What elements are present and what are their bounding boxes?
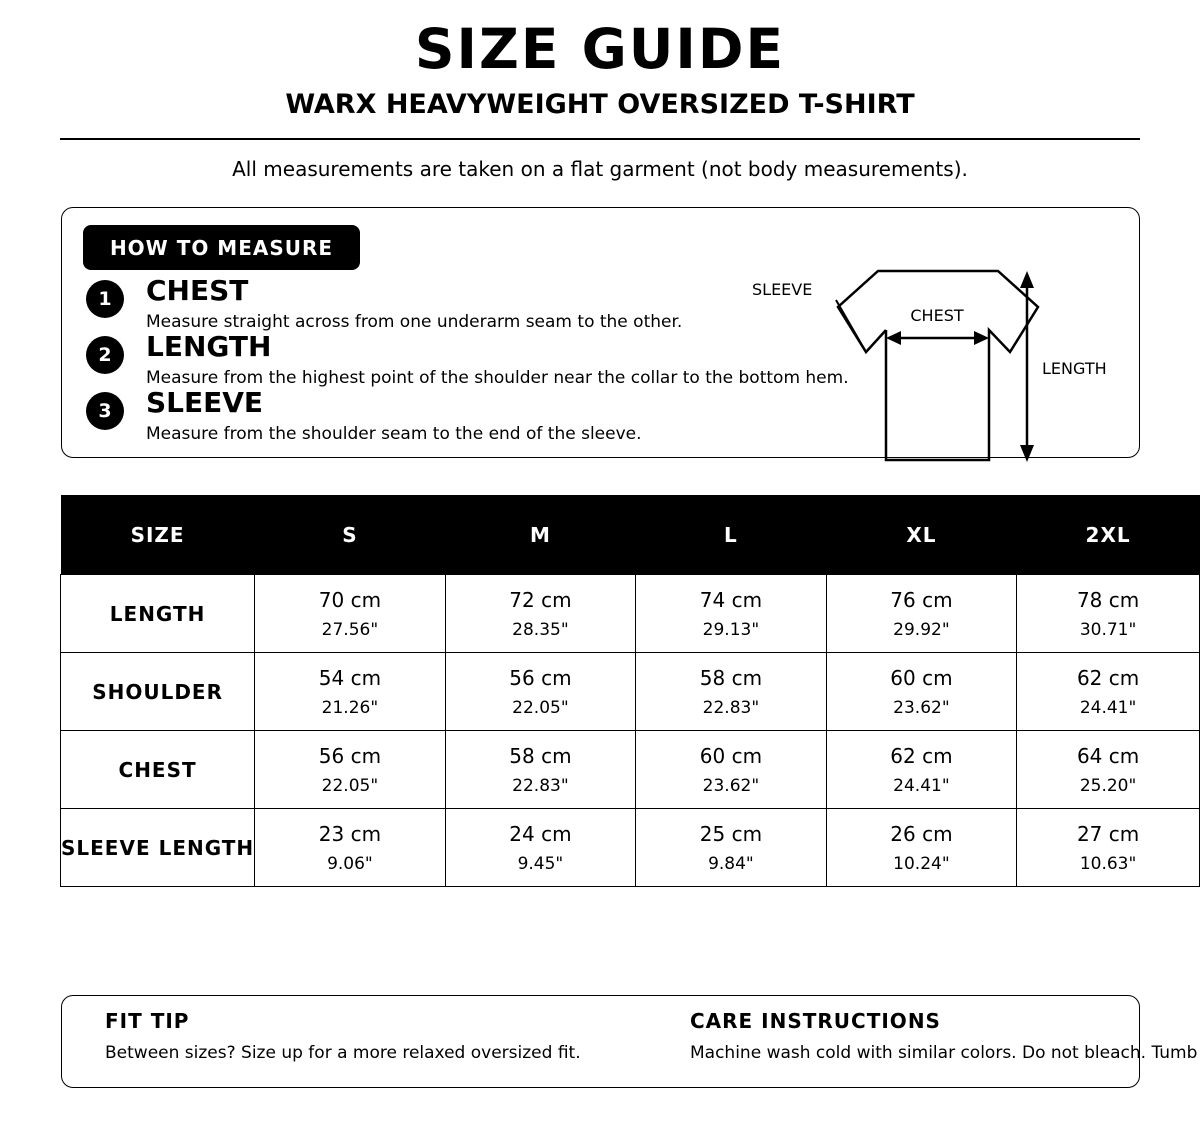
measurement-cell [636,575,827,653]
fit-tip-section [105,1008,581,1064]
inch-value: 22.05" [512,697,569,718]
step-number-badge: 2 [86,336,124,374]
measurement-cell [826,731,1017,809]
measurement-cell [1017,575,1200,653]
size-header-row [61,495,1200,575]
table-row-chest [61,731,1200,809]
inch-value: 30.71" [1079,619,1137,640]
table-row-shoulder [61,653,1200,731]
cm-value: 70 cm [318,587,382,612]
measurement-cell [445,653,636,731]
size-header-xl: XL [826,495,1017,575]
size-column-header: SIZE [61,495,255,575]
measurement-cell [255,809,446,887]
row-label: LENGTH [61,575,255,653]
cm-value: 25 cm [699,821,763,846]
inch-value: 21.26" [321,697,379,718]
cm-value: 64 cm [1076,743,1140,768]
diagram-sleeve-label: SLEEVE [752,280,813,299]
measurement-cell [826,809,1017,887]
measurement-cell [445,731,636,809]
chest-arrow-left-head [886,331,901,345]
footer-panel [61,995,1198,1088]
inch-value: 9.84" [708,853,754,874]
cm-value: 60 cm [699,743,763,768]
cm-value: 58 cm [699,665,763,690]
step-name: SLEEVE [146,386,264,419]
table-row-sleeve-length [61,809,1200,887]
size-header-2xl: 2XL [1017,495,1200,575]
inch-value: 10.63" [1079,853,1137,874]
cm-value: 24 cm [509,821,572,846]
fit-tip-text: Between sizes? Size up for a more relaxed oversized fit. [105,1043,581,1063]
diagram-length-label: LENGTH [1042,359,1107,378]
measurement-cell [255,653,446,731]
cm-value: 76 cm [890,587,953,612]
tshirt-outline [838,271,1038,460]
inch-value: 25.20" [1079,775,1137,796]
cm-value: 23 cm [318,821,382,846]
step-name: CHEST [146,274,249,307]
measurement-cell [826,653,1017,731]
inch-value: 22.83" [702,697,760,718]
inch-value: 9.45" [517,853,564,874]
cm-value: 72 cm [509,587,572,612]
inch-value: 9.06" [327,853,373,874]
cm-value: 26 cm [890,821,953,846]
inch-value: 22.83" [512,775,569,796]
cm-value: 60 cm [890,665,953,690]
measurement-cell [636,809,827,887]
table-row-length [61,575,1200,653]
inch-value: 23.62" [702,775,760,796]
diagram-chest-label: CHEST [910,306,964,325]
cm-value: 62 cm [1076,665,1140,690]
cm-value: 78 cm [1076,587,1140,612]
step-name: LENGTH [146,330,272,363]
inch-value: 24.41" [893,775,950,796]
step-number-badge: 1 [86,280,124,318]
cm-value: 58 cm [509,743,572,768]
inch-value: 27.56" [321,619,379,640]
inch-value: 10.24" [893,853,950,874]
measurement-cell [255,731,446,809]
step-description: Measure from the shoulder seam to the end of the sleeve. [146,424,642,444]
step-description: Measure straight across from one underarm seam to the other. [146,312,683,332]
chest-arrow-right-head [974,331,989,345]
size-header-m: M [445,495,636,575]
cm-value: 54 cm [318,665,382,690]
size-header-l: L [636,495,827,575]
measurement-note: All measurements are taken on a flat garment (not body measurements). [232,157,968,181]
cm-value: 56 cm [318,743,382,768]
inch-value: 29.13" [702,619,760,640]
length-arrow-bottom-head [1020,445,1034,462]
measurement-cell [255,575,446,653]
measurement-cell [826,575,1017,653]
care-instructions-heading: CARE INSTRUCTIONS [690,1009,941,1033]
measurement-cell [1017,809,1200,887]
page-subtitle: WARX HEAVYWEIGHT OVERSIZED T-SHIRT [285,89,915,120]
tshirt-measurement-diagram [0,0,1200,480]
measurement-cell [445,809,636,887]
inch-value: 24.41" [1079,697,1137,718]
inch-value: 22.05" [321,775,379,796]
how-to-measure-label: HOW TO MEASURE [83,225,360,270]
size-chart-table [60,495,1200,887]
cm-value: 27 cm [1076,821,1140,846]
inch-value: 23.62" [893,697,950,718]
cm-value: 74 cm [699,587,763,612]
inch-value: 29.92" [893,619,950,640]
care-instructions-section [690,1008,1197,1064]
measurement-cell [1017,731,1200,809]
measurement-cell [636,731,827,809]
care-instructions-text: Machine wash cold with similar colors. Do not bleach. Tumb [690,1043,1198,1063]
size-header-s: S [255,495,446,575]
page-title: SIZE GUIDE [414,17,786,81]
row-label: SHOULDER [61,653,255,731]
row-label: SLEEVE LENGTH [61,809,255,887]
row-label: CHEST [61,731,255,809]
sleeve-indicator [836,300,866,352]
length-arrow-top-head [1020,271,1034,288]
cm-value: 56 cm [509,665,572,690]
cm-value: 62 cm [890,743,953,768]
inch-value: 28.35" [512,619,569,640]
measurement-cell [1017,653,1200,731]
measurement-cell [636,653,827,731]
step-number-badge: 3 [86,392,124,430]
measurement-cell [445,575,636,653]
fit-tip-heading: FIT TIP [105,1009,190,1033]
step-description: Measure from the highest point of the shoulder near the collar to the bottom hem. [146,368,849,388]
